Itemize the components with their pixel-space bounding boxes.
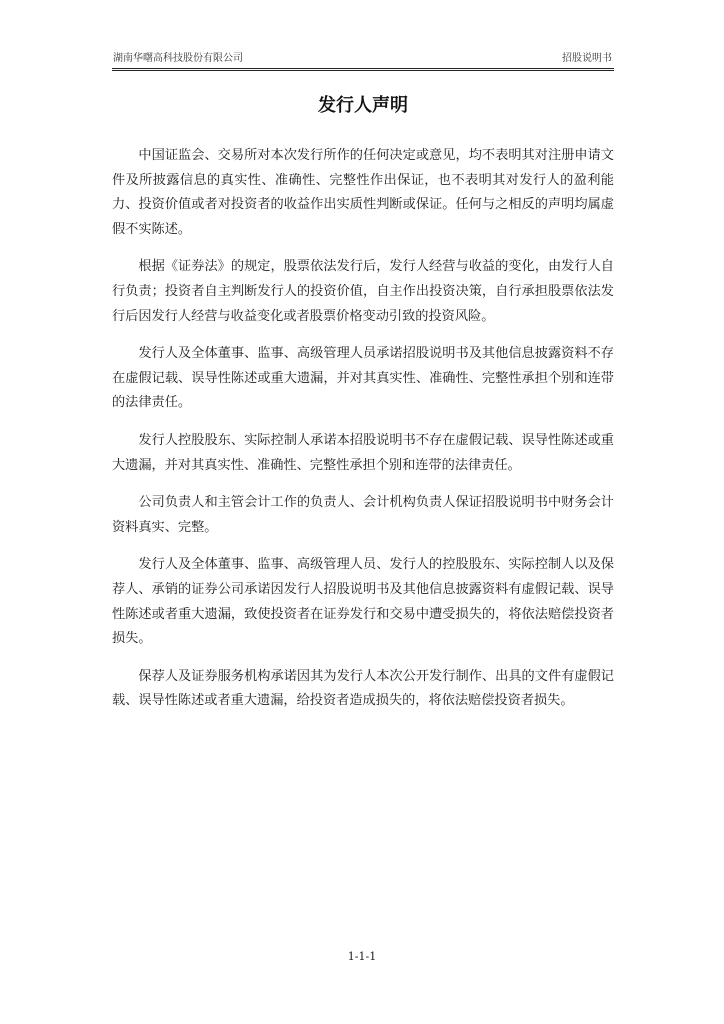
header-divider xyxy=(112,70,614,71)
page-header xyxy=(112,52,614,69)
paragraph-financial-accuracy: 公司负责人和主管会计工作的负责人、会计机构负责人保证招股说明书中财务会计资料真实、完整。 xyxy=(112,495,614,535)
document-body xyxy=(112,144,614,727)
header-document-type: 招股说明书 xyxy=(562,53,612,64)
paragraph-compensation-commitment: 发行人及全体董事、监事、高级管理人员、发行人的控股股东、实际控制人以及保荐人、承销的证券公司承诺因发行人招股说明书及其他信息披露资料有虚假记载、误导性陈述或者重大遗漏，致使投资者在证券发行和交易中遭受损失的，将依法赔偿投资者损失。 xyxy=(112,557,614,647)
page-number: 1-1-1 xyxy=(347,950,377,963)
paragraph-securities-law: 根据《证券法》的规定，股票依法发行后，发行人经营与收益的变化，由发行人自行负责；投资者自主判断发行人的投资价值，自主作出投资决策，自行承担股票依法发行后因发行人经营与收益变化或者股票价格变动引致的投资风险。 xyxy=(112,259,614,324)
paragraph-controlling-shareholder: 发行人控股股东、实际控制人承诺本招股说明书不存在虚假记载、误导性陈述或重大遗漏，并对其真实性、准确性、完整性承担个别和连带的法律责任。 xyxy=(112,432,614,473)
paragraph-directors-commitment: 发行人及全体董事、监事、高级管理人员承诺招股说明书及其他信息披露资料不存在虚假记载、误导性陈述或重大遗漏，并对其真实性、准确性、完整性承担个别和连带的法律责任。 xyxy=(112,346,614,411)
paragraph-sponsor-commitment: 保荐人及证券服务机构承诺因其为发行人本次公开发行制作、出具的文件有虚假记载、误导性陈述或者重大遗漏，给投资者造成损失的，将依法赔偿投资者损失。 xyxy=(112,668,614,709)
document-title: 发行人声明 xyxy=(318,95,408,116)
paragraph-csrc-disclaimer: 中国证监会、交易所对本次发行所作的任何决定或意见，均不表明其对注册申请文件及所披露信息的真实性、准确性、完整性作出保证，也不表明其对发行人的盈利能力、投资价值或者对投资者的收益作出实质性判断或保证。任何与之相反的声明均属虚假不实陈述。 xyxy=(112,148,614,237)
header-company-name: 湖南华曙高科技股份有限公司 xyxy=(113,53,243,64)
